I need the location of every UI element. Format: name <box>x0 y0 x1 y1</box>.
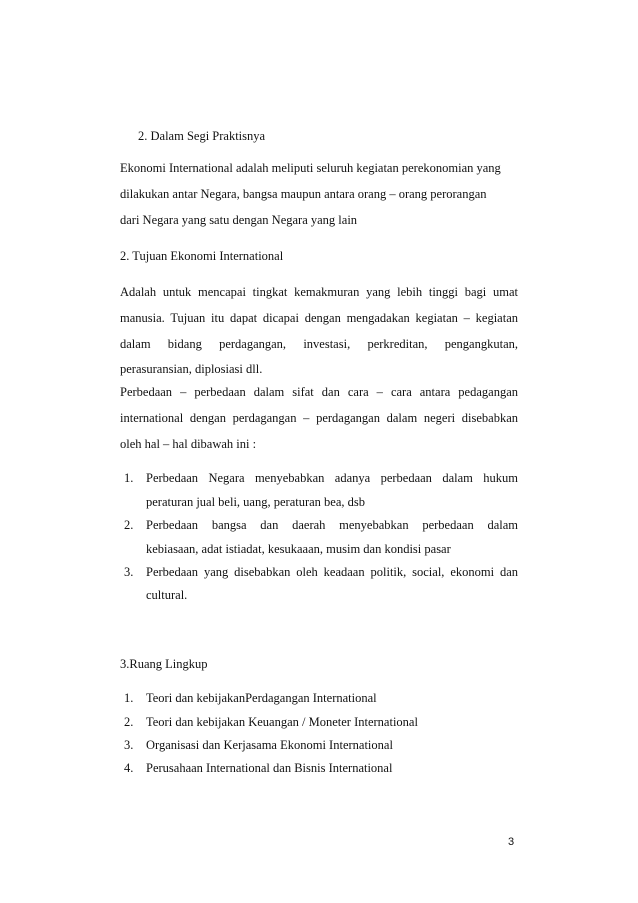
paragraph-line: Ekonomi International adalah meliputi seluruh kegiatan perekonomian yang <box>120 161 501 175</box>
paragraph-line: oleh hal – hal dibawah ini : <box>120 437 257 451</box>
list-item-text: Perbedaan bangsa dan daerah menyebabkan perbedaan dalam <box>146 518 518 532</box>
list-number: 2. <box>124 518 134 532</box>
list-item-text: Perusahaan International dan Bisnis International <box>146 761 393 775</box>
list-item-text: kebiasaan, adat istiadat, kesukaaan, musim dan kondisi pasar <box>146 542 451 556</box>
paragraph-line: Perbedaan – perbedaan dalam sifat dan cara – cara antara pedagangan <box>120 385 518 399</box>
list-number: 1. <box>124 471 134 485</box>
list-item-text: cultural. <box>146 588 188 602</box>
list-item-text: Perbedaan Negara menyebabkan adanya perbedaan dalam hukum <box>146 471 518 485</box>
list-number: 3. <box>124 565 134 579</box>
page-number: 3 <box>508 836 515 848</box>
paragraph-line: perasuransian, diplosiasi dll. <box>120 362 263 376</box>
list-number: 2. <box>124 715 134 729</box>
section-heading-praktisnya: 2. Dalam Segi Praktisnya <box>138 129 266 143</box>
paragraph-line: international dengan perdagangan – perdagangan dalam negeri disebabkan <box>120 411 518 425</box>
list-item-text: Perbedaan yang disebabkan oleh keadaan politik, social, ekonomi dan <box>146 565 518 579</box>
list-item-text: Organisasi dan Kerjasama Ekonomi International <box>146 738 393 752</box>
list-item-text: Teori dan kebijakanPerdagangan International <box>146 691 377 705</box>
section-heading-ruang-lingkup: 3.Ruang Lingkup <box>120 657 208 671</box>
paragraph-line: dalam bidang perdagangan, investasi, perkreditan, pengangkutan, <box>120 337 518 351</box>
list-item-text: Teori dan kebijakan Keuangan / Moneter International <box>146 715 418 729</box>
paragraph-line: dilakukan antar Negara, bangsa maupun antara orang – orang perorangan <box>120 187 487 201</box>
paragraph-line: Adalah untuk mencapai tingkat kemakmuran yang lebih tinggi bagi umat <box>120 285 518 299</box>
paragraph-line: dari Negara yang satu dengan Negara yang lain <box>120 213 358 227</box>
list-number: 4. <box>124 761 134 775</box>
list-number: 3. <box>124 738 134 752</box>
paragraph-line: manusia. Tujuan itu dapat dicapai dengan mengadakan kegiatan – kegiatan <box>120 311 518 325</box>
list-number: 1. <box>124 691 134 705</box>
list-item-text: peraturan jual beli, uang, peraturan bea, dsb <box>146 495 366 509</box>
section-heading-tujuan: 2. Tujuan Ekonomi International <box>120 249 284 263</box>
